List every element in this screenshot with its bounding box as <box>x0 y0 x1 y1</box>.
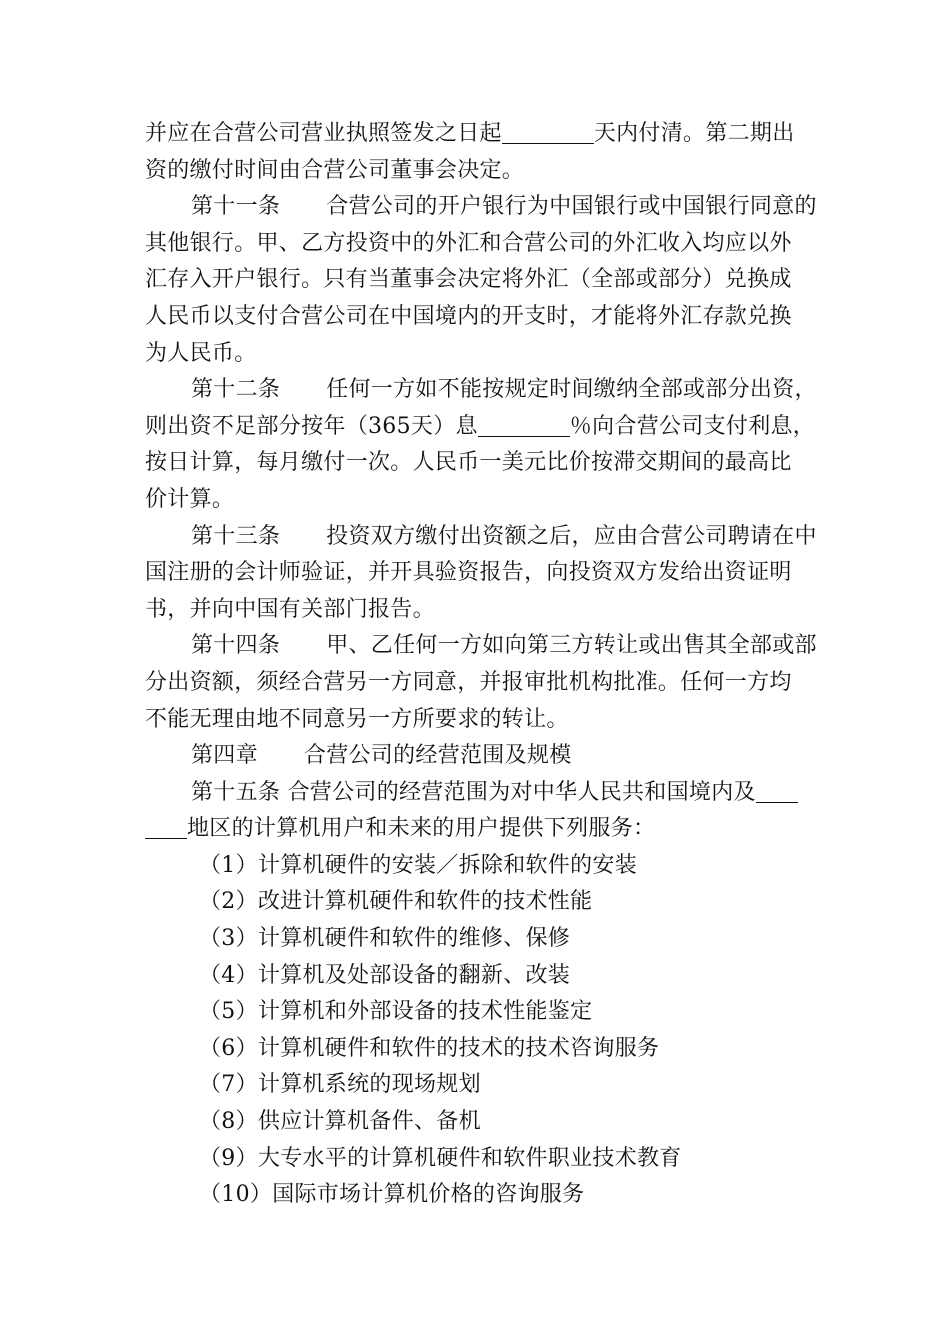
chapter-text: 合营公司的经营范围及规模 <box>303 743 572 769</box>
paragraph-line: 国注册的会计师验证，并开具验资报告，向投资双方发给出资证明 <box>145 560 792 586</box>
article-title: 第十一条 <box>191 194 281 220</box>
paragraph-line: 人民币以支付合营公司在中国境内的开支时，才能将外汇存款兑换 <box>145 303 792 329</box>
article-14-heading-line <box>145 628 817 665</box>
article-11-heading-line <box>145 189 817 226</box>
service-item: （4）计算机及处部设备的翻新、改装 <box>199 962 571 988</box>
text-run: 合营公司的开户银行为中国银行或中国银行同意的 <box>326 194 817 220</box>
chapter-title: 第四章 <box>191 743 258 769</box>
text-run: 天内付清。第二期出 <box>593 121 795 146</box>
article-title: 第十四条 <box>191 633 281 659</box>
fill-in-blank <box>145 816 187 839</box>
text-run: 第十五条 合营公司的经营范围为对中华人民共和国境内及 <box>191 779 756 805</box>
service-item: （3）计算机硬件和软件的维修、保修 <box>199 926 571 952</box>
paragraph-line: 汇存入开户银行。只有当董事会决定将外汇（全部或部分）兑换成 <box>145 267 792 293</box>
service-item: （10）国际市场计算机价格的咨询服务 <box>199 1182 585 1208</box>
text-run: 投资双方缴付出资额之后，应由合营公司聘请在中 <box>326 523 817 549</box>
paragraph-line: 不能无理由地不同意另一方所要求的转让。 <box>145 706 569 732</box>
paragraph-line: 为人民币。 <box>145 340 257 366</box>
fill-in-blank <box>478 414 570 437</box>
fill-in-blank <box>756 780 798 803</box>
article-13-heading-line <box>145 519 817 556</box>
service-item: （6）计算机硬件和软件的技术的技术咨询服务 <box>199 1035 660 1061</box>
paragraph-line: 其他银行。甲、乙方投资中的外汇和合营公司的外汇收入均应以外 <box>145 230 792 256</box>
paragraph-line: 分出资额，须经合营另一方同意，并报审批机构批准。任何一方均 <box>145 669 792 695</box>
chapter-4-heading <box>145 738 810 775</box>
article-title: 第十三条 <box>191 523 281 549</box>
article-12-heading-line <box>145 372 817 409</box>
service-item: （1）计算机硬件的安装／拆除和软件的安装 <box>199 852 637 878</box>
text-run: ％向合营公司支付利息， <box>569 413 816 439</box>
text-run: 地区的计算机用户和未来的用户提供下列服务： <box>187 816 656 842</box>
service-item: （8）供应计算机备件、备机 <box>199 1109 481 1135</box>
service-item: （9）大专水平的计算机硬件和软件职业技术教育 <box>199 1145 682 1171</box>
paragraph-line <box>145 811 810 848</box>
text-run: 并应在合营公司营业执照签发之日起 <box>145 121 502 146</box>
paragraph-line: 书，并向中国有关部门报告。 <box>145 596 435 622</box>
service-item: （5）计算机和外部设备的技术性能鉴定 <box>199 999 593 1025</box>
paragraph-line: 按日计算，每月缴付一次。人民币一美元比价按滞交期间的最高比 <box>145 450 792 476</box>
article-15-heading-line <box>145 775 810 812</box>
text-run: 任何一方如不能按规定时间缴纳全部或部分出资， <box>326 377 817 403</box>
service-item: （2）改进计算机硬件和软件的技术性能 <box>199 889 593 915</box>
paragraph-line <box>145 116 810 153</box>
paragraph-line <box>145 409 816 446</box>
paragraph-line: 资的缴付时间由合营公司董事会决定。 <box>145 157 525 183</box>
paragraph-line: 价计算。 <box>145 486 235 512</box>
text-run: 则出资不足部分按年（365天）息 <box>145 413 478 439</box>
article-title: 第十二条 <box>191 377 281 403</box>
service-item: （7）计算机系统的现场规划 <box>199 1072 481 1098</box>
text-run: 甲、乙任何一方如向第三方转让或出售其全部或部 <box>326 633 817 659</box>
fill-in-blank <box>502 121 594 144</box>
